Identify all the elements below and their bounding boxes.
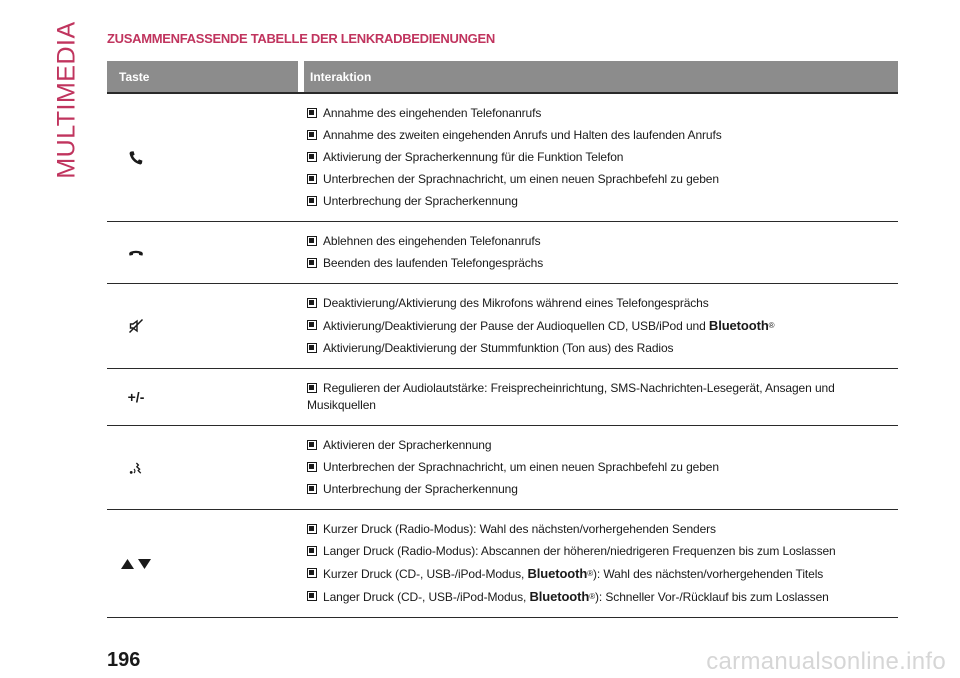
up-down-arrows-icon bbox=[119, 557, 153, 571]
checkbox-bullet-icon bbox=[307, 462, 317, 472]
checkbox-bullet-icon bbox=[307, 484, 317, 494]
header-key: Taste bbox=[107, 61, 304, 92]
list-item: Deaktivierung/Aktivierung des Mikrofons während eines Telefongesprächs bbox=[307, 295, 898, 312]
list-item: Unterbrechen der Sprachnachricht, um einen neuen Sprachbefehl zu geben bbox=[307, 171, 898, 188]
header-interaction: Interaktion bbox=[310, 69, 372, 84]
key-cell bbox=[107, 222, 307, 283]
interaction-cell bbox=[307, 510, 898, 617]
list-item: Aktivierung/Deaktivierung der Stummfunktion (Ton aus) des Radios bbox=[307, 340, 898, 357]
list-item: Langer Druck (Radio-Modus): Abscannen der höheren/niedrigeren Frequenzen bis zum Loslassen bbox=[307, 543, 898, 560]
checkbox-bullet-icon bbox=[307, 568, 317, 578]
table-row bbox=[107, 94, 898, 222]
table-row bbox=[107, 284, 898, 369]
table-row bbox=[107, 510, 898, 618]
registered-mark: ® bbox=[587, 569, 594, 578]
checkbox-bullet-icon bbox=[307, 320, 317, 330]
table-row bbox=[107, 369, 898, 426]
checkbox-bullet-icon bbox=[307, 152, 317, 162]
key-cell bbox=[107, 510, 307, 617]
voice-command-icon bbox=[128, 460, 144, 476]
interaction-cell bbox=[307, 369, 898, 425]
mute-icon bbox=[128, 318, 144, 334]
checkbox-bullet-icon bbox=[307, 546, 317, 556]
checkbox-bullet-icon bbox=[307, 236, 317, 246]
registered-mark: ® bbox=[589, 592, 596, 601]
list-item: Unterbrechung der Spracherkennung bbox=[307, 481, 898, 498]
checkbox-bullet-icon bbox=[307, 298, 317, 308]
table-row bbox=[107, 222, 898, 284]
list-item: Aktivierung/Deaktivierung der Pause der Audioquellen CD, USB/iPod und Bluetooth® bbox=[307, 317, 898, 335]
key-cell bbox=[107, 284, 307, 368]
table-header bbox=[107, 61, 898, 94]
checkbox-bullet-icon bbox=[307, 383, 317, 393]
list-item: Unterbrechen der Sprachnachricht, um einen neuen Sprachbefehl zu geben bbox=[307, 459, 898, 476]
interaction-cell bbox=[307, 94, 898, 221]
registered-mark: ® bbox=[768, 321, 775, 330]
list-item: Beenden des laufenden Telefongesprächs bbox=[307, 255, 898, 272]
checkbox-bullet-icon bbox=[307, 524, 317, 534]
checkbox-bullet-icon bbox=[307, 440, 317, 450]
phone-hangup-icon bbox=[128, 245, 144, 261]
checkbox-bullet-icon bbox=[307, 343, 317, 353]
list-item: Aktivierung der Spracherkennung für die Funktion Telefon bbox=[307, 149, 898, 166]
interaction-cell bbox=[307, 426, 898, 509]
checkbox-bullet-icon bbox=[307, 196, 317, 206]
watermark: carmanualsonline.info bbox=[706, 648, 946, 675]
brand-name: Bluetooth bbox=[527, 566, 588, 581]
list-item: Regulieren der Audiolautstärke: Freisprecheinrichtung, SMS-Nachrichten-Lesegerät, Ansagen und Musikquellen bbox=[307, 381, 835, 412]
list-item: Annahme des zweiten eingehenden Anrufs und Halten des laufenden Anrufs bbox=[307, 127, 898, 144]
table-row bbox=[107, 426, 898, 510]
section-side-label bbox=[52, 21, 82, 179]
list-item: Annahme des eingehenden Telefonanrufs bbox=[307, 105, 898, 122]
list-item: Aktivieren der Spracherkennung bbox=[307, 437, 898, 454]
phone-accept-icon bbox=[128, 150, 144, 166]
page-title: ZUSAMMENFASSENDE TABELLE DER LENKRADBEDIENUNGEN bbox=[107, 31, 495, 46]
list-item: Langer Druck (CD-, USB-/iPod-Modus, Bluetooth®): Schneller Vor-/Rücklauf bis zum Loslassen bbox=[307, 588, 898, 606]
brand-name: Bluetooth bbox=[708, 318, 769, 333]
checkbox-bullet-icon bbox=[307, 130, 317, 140]
list-item: Ablehnen des eingehenden Telefonanrufs bbox=[307, 233, 898, 250]
interaction-cell bbox=[307, 222, 898, 283]
controls-table bbox=[107, 61, 898, 618]
checkbox-bullet-icon bbox=[307, 591, 317, 601]
page-number: 196 bbox=[107, 649, 141, 671]
interaction-cell bbox=[307, 284, 898, 368]
key-cell bbox=[107, 369, 307, 425]
checkbox-bullet-icon bbox=[307, 174, 317, 184]
section-side-label-text: MULTIMEDIA bbox=[52, 21, 81, 179]
key-volume-label: +/- bbox=[127, 389, 145, 405]
list-item: Unterbrechung der Spracherkennung bbox=[307, 193, 898, 210]
checkbox-bullet-icon bbox=[307, 258, 317, 268]
list-item: Kurzer Druck (CD-, USB-/iPod-Modus, Bluetooth®): Wahl des nächsten/vorhergehenden Titels bbox=[307, 565, 898, 583]
key-cell bbox=[107, 426, 307, 509]
key-cell bbox=[107, 94, 307, 221]
list-item: Kurzer Druck (Radio-Modus): Wahl des nächsten/vorhergehenden Senders bbox=[307, 521, 898, 538]
checkbox-bullet-icon bbox=[307, 108, 317, 118]
brand-name: Bluetooth bbox=[529, 589, 590, 604]
